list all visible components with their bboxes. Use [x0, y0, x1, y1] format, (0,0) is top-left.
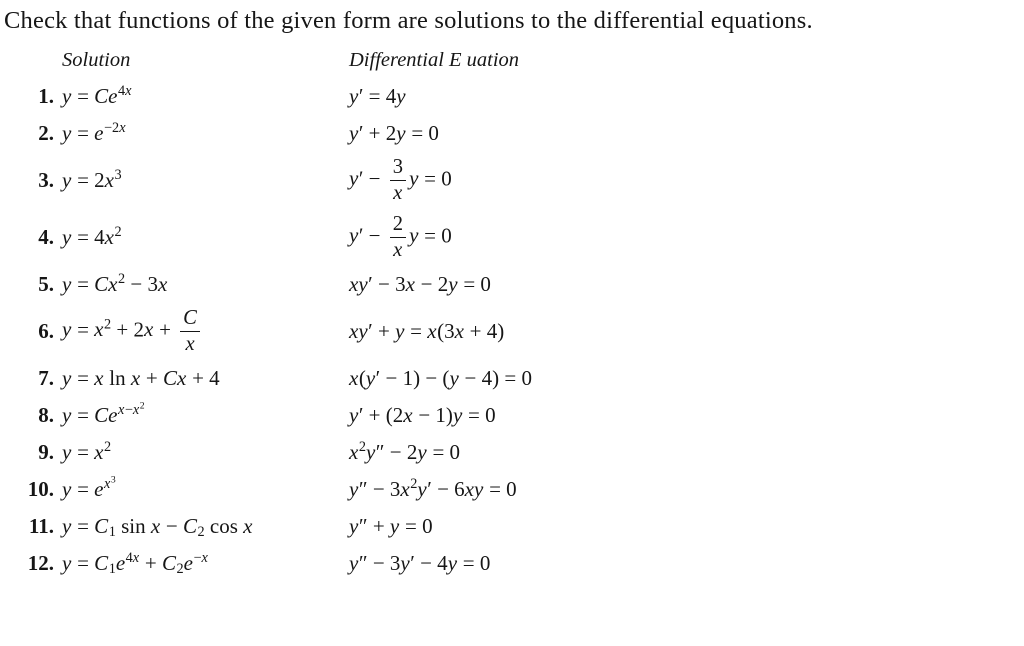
solution-expression: $y = C_1$ $\sin x - C_2$ cos x	[62, 513, 253, 541]
equation-column-header: Differential E uation	[349, 48, 520, 71]
problem-row	[4, 78, 1024, 115]
column-headers	[4, 49, 1024, 72]
solution-expression: $y = 4x^2$	[62, 223, 122, 249]
problem-row	[4, 508, 1024, 545]
differential-equation-expression: y″ + y = 0	[349, 513, 433, 538]
solution-expression: $y = Ce^{x-x^2}$	[62, 400, 145, 427]
solution-expression: y = x ln x + Cx + 4	[62, 365, 220, 390]
problem-number: 1.	[38, 83, 54, 108]
problem-row	[4, 209, 1024, 266]
differential-equation-expression: y′ + 2y = 0	[349, 120, 439, 145]
problem-row	[4, 303, 1024, 360]
differential-equation-expression: x(y′ − 1) − (y − 4) = 0	[349, 365, 532, 390]
problem-row	[4, 266, 1024, 303]
problem-number: 11.	[28, 513, 54, 538]
solution-expression: $y = Ce^{4x}$	[62, 82, 132, 108]
differential-equation-expression: y′ = 4y	[349, 83, 406, 108]
solution-expression: $y = x^2 + 2x$ + $\frac{C}{x}$	[62, 303, 341, 360]
problem-number: 8.	[38, 402, 54, 427]
differential-equation-expression: y″ − 3y′ − 4y = 0	[349, 550, 491, 575]
differential-equation-expression: xy′ + y = x(3x + 4)	[349, 318, 505, 343]
solution-column-header: Solution	[62, 48, 131, 71]
differential-equation-expression: $x^2y'' - 2y = 0$	[349, 439, 461, 464]
problem-row	[4, 545, 1024, 582]
solution-expression: $y = 2x^3$	[62, 166, 122, 192]
problem-number: 9.	[38, 439, 54, 464]
problem-number: 10.	[27, 476, 54, 501]
spacer	[4, 49, 54, 72]
problem-number: 2.	[38, 120, 54, 145]
solution-expression: $y = Cx^2 - 3x$	[62, 270, 168, 296]
solution-expression: $y = e^{-2x}$	[62, 119, 126, 145]
problem-row	[4, 434, 1024, 471]
differential-equation-expression: y′ − $\frac{2}{x}$ y = 0	[349, 212, 452, 261]
solution-expression: $y = C_1e^{4x} + C_2e^{-x}$	[62, 550, 208, 578]
solution-expression: $y = e^{x^3}$	[62, 474, 116, 501]
differential-equation-expression: $y'' - 3x^2y' - 6xy = 0$	[349, 476, 517, 501]
problem-number: 6.	[38, 318, 54, 343]
problem-number: 4.	[38, 224, 54, 249]
problem-row	[4, 152, 1024, 209]
differential-equation-expression: xy′ − 3x − 2y = 0	[349, 271, 491, 296]
differential-equation-expression: y′ − $\frac{3}{x}$ y = 0	[349, 155, 452, 204]
problem-number: 7.	[38, 365, 54, 390]
exercise-instruction: Check that functions of the given form are solutions to the differential equations.	[4, 7, 813, 34]
differential-equation-expression: y′ + (2x − 1)y = 0	[349, 402, 496, 427]
problem-list	[4, 78, 1024, 582]
solution-expression: $y = x^2$	[62, 439, 112, 464]
problem-number: 12.	[27, 550, 54, 575]
problem-row	[4, 397, 1024, 434]
problem-row	[4, 471, 1024, 508]
problem-row	[4, 115, 1024, 152]
problem-row	[4, 360, 1024, 397]
problem-number: 5.	[38, 271, 54, 296]
problem-number: 3.	[38, 167, 54, 192]
